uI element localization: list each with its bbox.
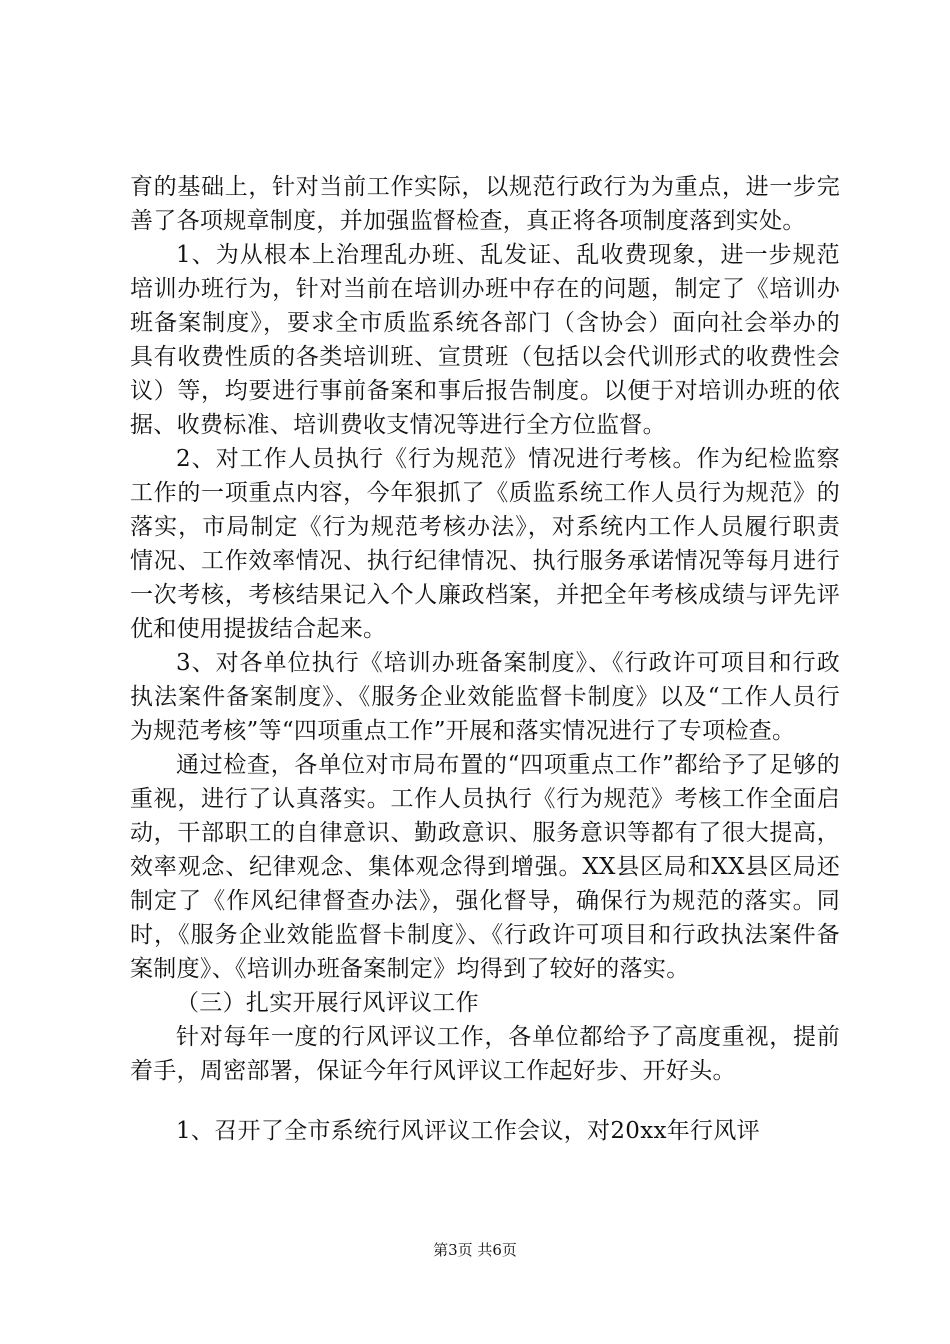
paragraph-item-meeting: 1、召开了全市系统行风评议工作会议，对20xx年行风评 bbox=[176, 1118, 760, 1144]
document-body bbox=[130, 170, 840, 1148]
section-heading: （三）扎实开展行风评议工作 bbox=[176, 990, 479, 1016]
paragraph-section-intro: 针对每年一度的行风评议工作，各单位都给予了高度重视，提前着手，周密部署，保证今年行风评议工作起好步、开好头。 bbox=[130, 1024, 840, 1084]
page-footer: 第3页 共6页 bbox=[433, 1241, 517, 1259]
paragraph-item-2: 2、对工作人员执行《行为规范》情况进行考核。作为纪检监察工作的一项重点内容，今年狠抓了《质监系统工作人员行为规范》的落实，市局制定《行为规范考核办法》，对系统内工作人员履行职责情况、工作效率情况、执行纪律情况、执行服务承诺情况等每月进行一次考核，考核结果记入个人廉政档案，并把全年考核成绩与评先评优和使用提拔结合起来。 bbox=[130, 446, 840, 642]
paragraph-item-1: 1、为从根本上治理乱办班、乱发证、乱收费现象，进一步规范培训办班行为，针对当前在培训办班中存在的问题，制定了《培训办班备案制度》，要求全市质监系统各部门（含协会）面向社会举办的具有收费性质的各类培训班、宣贯班（包括以会代训形式的收费性会议）等，均要进行事前备案和事后报告制度。以便于对培训办班的依据、收费标准、培训费收支情况等进行全方位监督。 bbox=[130, 242, 840, 438]
paragraph-continuation: 育的基础上，针对当前工作实际，以规范行政行为为重点，进一步完善了各项规章制度，并加强监督检查，真正将各项制度落到实处。 bbox=[130, 174, 840, 234]
paragraph-item-3: 3、对各单位执行《培训办班备案制度》、《行政许可项目和行政执法案件备案制度》、《服务企业效能监督卡制度》以及“工作人员行为规范考核”等“四项重点工作”开展和落实情况进行了专项检查。 bbox=[130, 650, 840, 744]
paragraph-inspection-result: 通过检查，各单位对市局布置的“四项重点工作”都给予了足够的重视，进行了认真落实。工作人员执行《行为规范》考核工作全面启动，干部职工的自律意识、勤政意识、服务意识等都有了很大提高，效率观念、纪律观念、集体观念得到增强。XX县区局和XX县区局还制定了《作风纪律督查办法》，强化督导，确保行为规范的落实。同时，《服务企业效能监督卡制度》、《行政许可项目和行政执法案件备案制度》、《培训办班备案制定》均得到了较好的落实。 bbox=[130, 752, 840, 982]
